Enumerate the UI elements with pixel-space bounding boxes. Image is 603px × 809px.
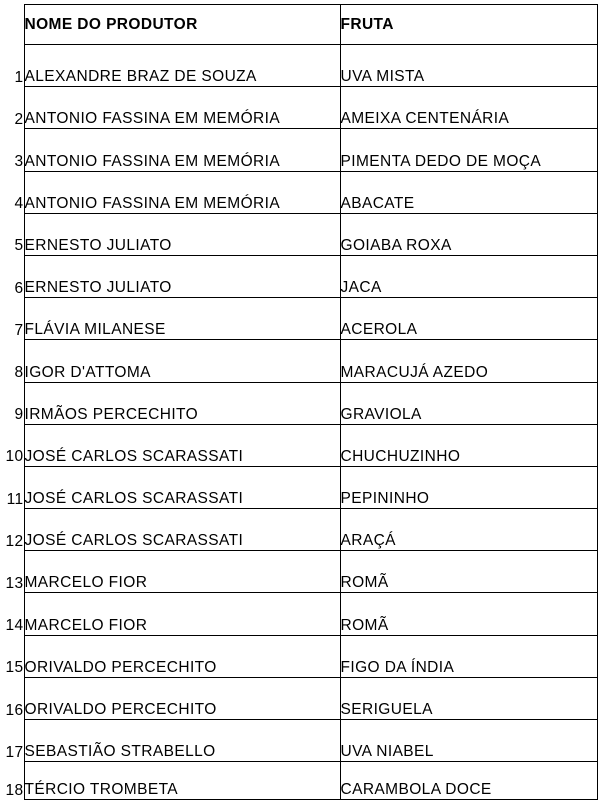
table-row [0, 424, 597, 466]
row-number-cell [0, 87, 24, 129]
table-row [0, 382, 597, 424]
producer-name-cell[interactable]: ORIVALDO PERCECHITO [24, 635, 340, 677]
row-number-cell [0, 298, 24, 340]
row-number: 1 [14, 68, 24, 86]
row-number: 5 [14, 237, 24, 255]
producer-name-cell[interactable]: JOSÉ CARLOS SCARASSATI [24, 466, 340, 508]
row-number: 13 [5, 574, 24, 592]
table-row [0, 298, 597, 340]
producers-table [0, 4, 598, 800]
row-number: 9 [14, 406, 24, 424]
fruit-cell[interactable]: MARACUJÁ AZEDO [340, 340, 597, 382]
row-number-cell [0, 255, 24, 297]
table-body [0, 45, 597, 800]
row-number-cell [0, 509, 24, 551]
producer-name-cell[interactable]: ALEXANDRE BRAZ DE SOUZA [24, 45, 340, 87]
producer-name-cell[interactable]: MARCELO FIOR [24, 551, 340, 593]
row-number: 11 [6, 490, 24, 508]
table-row [0, 551, 597, 593]
producer-name-cell[interactable]: MARCELO FIOR [24, 593, 340, 635]
row-number-cell [0, 171, 24, 213]
row-number: 15 [5, 659, 24, 677]
row-number: 12 [5, 532, 24, 550]
row-number: 3 [14, 153, 24, 171]
fruit-cell[interactable]: JACA [340, 255, 597, 297]
table-row [0, 593, 597, 635]
fruit-cell[interactable]: SERIGUELA [340, 677, 597, 719]
producer-name-cell[interactable]: JOSÉ CARLOS SCARASSATI [24, 509, 340, 551]
row-number: 10 [5, 448, 24, 466]
producer-name-cell[interactable]: ANTONIO FASSINA EM MEMÓRIA [24, 87, 340, 129]
producer-name-cell[interactable]: ORIVALDO PERCECHITO [24, 677, 340, 719]
row-number-cell [0, 720, 24, 762]
row-number-cell [0, 213, 24, 255]
producer-name-cell[interactable]: FLÁVIA MILANESE [24, 298, 340, 340]
row-number: 2 [14, 110, 24, 128]
table-row [0, 677, 597, 719]
fruit-cell[interactable]: UVA MISTA [340, 45, 597, 87]
fruit-cell[interactable]: FIGO DA ÍNDIA [340, 635, 597, 677]
row-number-header [0, 5, 24, 45]
row-number: 17 [5, 743, 24, 761]
column-header-producer-name[interactable]: NOME DO PRODUTOR [24, 5, 340, 45]
row-number-cell [0, 340, 24, 382]
table-row [0, 213, 597, 255]
fruit-cell[interactable]: GOIABA ROXA [340, 213, 597, 255]
producer-name-cell[interactable]: IGOR D'ATTOMA [24, 340, 340, 382]
fruit-cell[interactable]: ABACATE [340, 171, 597, 213]
table-row [0, 340, 597, 382]
row-number-cell [0, 129, 24, 171]
producer-name-cell[interactable]: TÉRCIO TROMBETA [24, 762, 340, 800]
row-number: 4 [14, 195, 24, 213]
table-row [0, 720, 597, 762]
row-number: 18 [5, 781, 24, 799]
row-number-cell [0, 677, 24, 719]
table-row [0, 466, 597, 508]
producer-name-cell[interactable]: SEBASTIÃO STRABELLO [24, 720, 340, 762]
row-number: 7 [14, 321, 24, 339]
row-number-cell [0, 551, 24, 593]
row-number: 14 [5, 617, 24, 635]
producer-name-cell[interactable]: ANTONIO FASSINA EM MEMÓRIA [24, 171, 340, 213]
fruit-cell[interactable]: PEPININHO [340, 466, 597, 508]
row-number: 6 [14, 279, 24, 297]
fruit-cell[interactable]: ARAÇÁ [340, 509, 597, 551]
header-row [0, 5, 597, 45]
table-row [0, 509, 597, 551]
producer-name-cell[interactable]: ERNESTO JULIATO [24, 213, 340, 255]
fruit-cell[interactable]: AMEIXA CENTENÁRIA [340, 87, 597, 129]
table-row [0, 635, 597, 677]
fruit-cell[interactable]: GRAVIOLA [340, 382, 597, 424]
table-row [0, 87, 597, 129]
table-row [0, 129, 597, 171]
fruit-cell[interactable]: PIMENTA DEDO DE MOÇA [340, 129, 597, 171]
row-number-cell [0, 762, 24, 800]
producer-name-cell[interactable]: ANTONIO FASSINA EM MEMÓRIA [24, 129, 340, 171]
fruit-cell[interactable]: UVA NIABEL [340, 720, 597, 762]
row-number: 8 [14, 364, 24, 381]
fruit-cell[interactable]: ROMÃ [340, 551, 597, 593]
table-row [0, 171, 597, 213]
producer-name-cell[interactable]: JOSÉ CARLOS SCARASSATI [24, 424, 340, 466]
fruit-cell[interactable]: CARAMBOLA DOCE [340, 762, 597, 800]
column-header-fruit[interactable]: FRUTA [340, 5, 597, 45]
table-row [0, 45, 597, 87]
table-row [0, 255, 597, 297]
producer-name-cell[interactable]: IRMÃOS PERCECHITO [24, 382, 340, 424]
row-number-cell [0, 466, 24, 508]
row-number-cell [0, 635, 24, 677]
table-row [0, 762, 597, 800]
fruit-cell[interactable]: ROMÃ [340, 593, 597, 635]
row-number: 16 [5, 701, 24, 719]
row-number-cell [0, 593, 24, 635]
fruit-cell[interactable]: ACEROLA [340, 298, 597, 340]
row-number-cell [0, 45, 24, 87]
row-number-cell [0, 424, 24, 466]
producer-name-cell[interactable]: ERNESTO JULIATO [24, 255, 340, 297]
fruit-cell[interactable]: CHUCHUZINHO [340, 424, 597, 466]
row-number-cell [0, 382, 24, 424]
